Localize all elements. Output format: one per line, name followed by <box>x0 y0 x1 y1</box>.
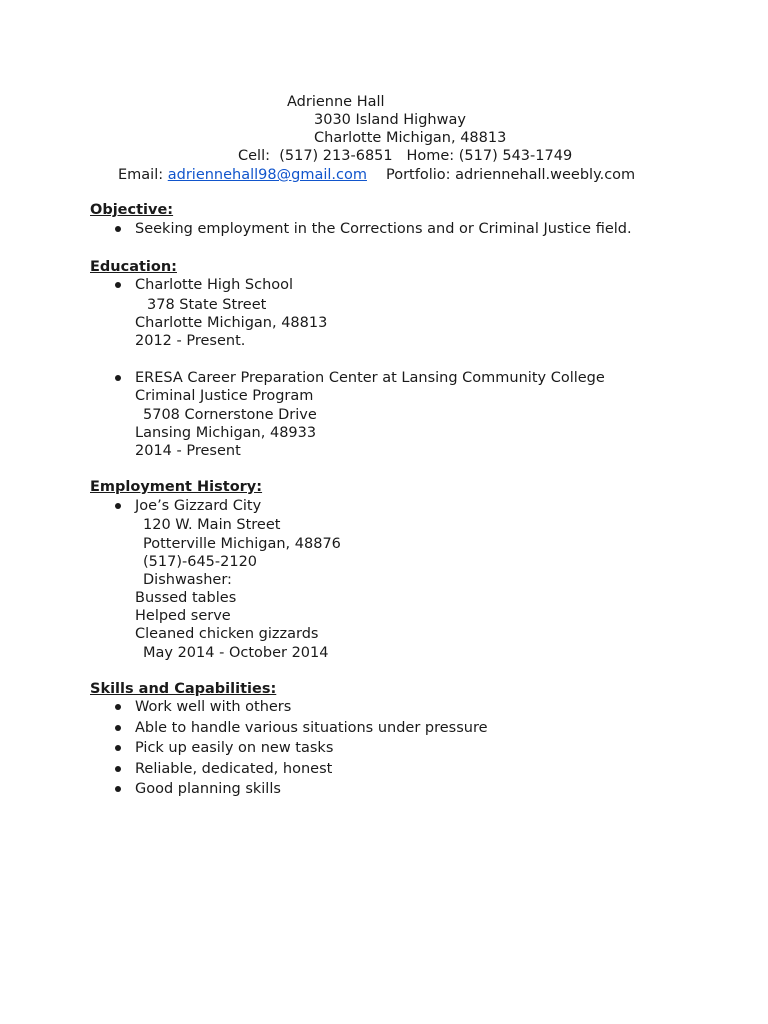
employment-phone: (517)-645-2120 <box>143 554 258 570</box>
bullet <box>115 725 121 731</box>
employment-duty: Helped serve <box>135 608 231 624</box>
skill-item: Reliable, dedicated, honest <box>135 761 333 777</box>
bullet <box>115 786 121 792</box>
header-contact-line <box>118 166 635 184</box>
employment-duty: Bussed tables <box>135 590 237 606</box>
email-link[interactable]: adriennehall98@gmail.com <box>167 167 367 183</box>
employment-heading: Employment History: <box>90 479 263 495</box>
header-city: Charlotte Michigan, 48813 <box>314 130 507 146</box>
header-street: 3030 Island Highway <box>314 112 466 128</box>
bullet <box>115 282 121 288</box>
education-heading: Education: <box>90 259 177 275</box>
skills-heading: Skills and Capabilities: <box>90 681 277 697</box>
employment-street: 120 W. Main Street <box>143 517 281 533</box>
objective-item: Seeking employment in the Corrections and or Criminal Justice field. <box>135 221 632 237</box>
skill-item: Pick up easily on new tasks <box>135 740 334 756</box>
bullet <box>115 226 121 232</box>
education-street-1: 378 State Street <box>147 297 267 313</box>
employment-duty: Cleaned chicken gizzards <box>135 626 319 642</box>
portfolio: Portfolio: adriennehall.weebly.com <box>385 167 636 183</box>
education-dates-1: 2012 - Present. <box>135 333 246 349</box>
bullet <box>115 503 121 509</box>
email-label: Email: <box>118 167 168 183</box>
education-school-2: ERESA Career Preparation Center at Lansing Community College <box>135 370 605 386</box>
bullet <box>115 766 121 772</box>
employment-employer: Joe’s Gizzard City <box>135 498 262 514</box>
education-city-1: Charlotte Michigan, 48813 <box>135 315 328 331</box>
education-city-2: Lansing Michigan, 48933 <box>135 425 317 441</box>
resume-name: Adrienne Hall <box>287 94 385 110</box>
bullet <box>115 704 121 710</box>
education-street-2: 5708 Cornerstone Drive <box>143 407 317 423</box>
education-school-1: Charlotte High School <box>135 277 294 293</box>
objective-heading: Objective: <box>90 202 174 218</box>
education-program-2: Criminal Justice Program <box>135 388 314 404</box>
skill-item: Able to handle various situations under pressure <box>135 720 488 736</box>
bullet <box>115 375 121 381</box>
employment-city: Potterville Michigan, 48876 <box>143 536 341 552</box>
header-phones: Cell: (517) 213-6851 Home: (517) 543-1749 <box>238 148 573 164</box>
employment-dates: May 2014 - October 2014 <box>143 645 329 661</box>
skill-item: Work well with others <box>135 699 292 715</box>
education-dates-2: 2014 - Present <box>135 443 241 459</box>
bullet <box>115 745 121 751</box>
employment-position: Dishwasher: <box>143 572 232 588</box>
skill-item: Good planning skills <box>135 781 281 797</box>
